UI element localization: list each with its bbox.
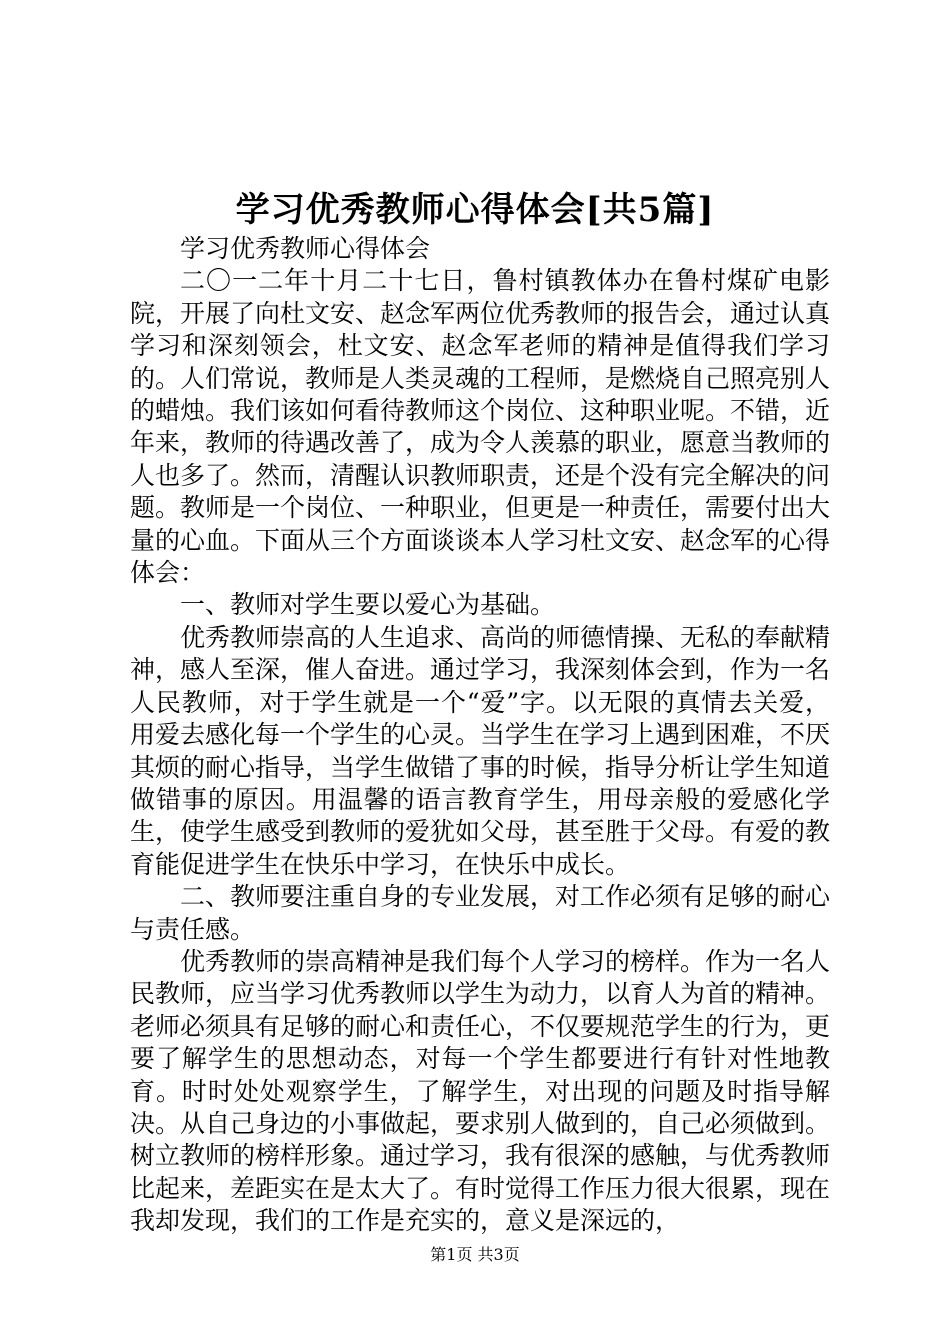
body-paragraph: 二〇一二年十月二十七日，鲁村镇教体办在鲁村煤矿电影院，开展了向杜文安、赵念军两位优秀教师的报告会，通过认真学习和深刻领会，杜文安、赵念军老师的精神是值得我们学习的。人们常说，教师是人类灵魂的工程师，是燃烧自己照亮别人的蜡烛。我们该如何看待教师这个岗位、这种职业呢。不错，近年来，教师的待遇改善了，成为令人羡慕的职业，愿意当教师的人也多了。然而，清醒认识教师职责，还是个没有完全解决的问题。教师是一个岗位、一种职业，但更是一种责任，需要付出大量的心血。下面从三个方面谈谈本人学习杜文安、赵念军的心得体会： xyxy=(130,266,831,588)
section-heading: 一、教师对学生要以爱心为基础。 xyxy=(180,590,556,620)
document-body xyxy=(130,233,830,1238)
subtitle-paragraph: 学习优秀教师心得体会 xyxy=(180,234,431,263)
document-title: 学习优秀教师心得体会[共5篇] xyxy=(235,190,715,230)
body-paragraph: 优秀教师崇高的人生追求、高尚的师德情操、无私的奉献精神，感人至深，催人奋进。通过学习，我深刻体会到，作为一名人民教师，对于学生就是一个“爱”字。以无限的真情去关爱，用爱去感化每一个学生的心灵。当学生在学习上遇到困难，不厌其烦的耐心指导，当学生做错了事的时候，指导分析让学生知道做错事的原因。用温馨的语言教育学生，用母亲般的爱感化学生，使学生感受到教师的爱犹如父母，甚至胜于父母。有爱的教育能促进学生在快乐中学习，在快乐中成长。 xyxy=(130,622,831,879)
body-paragraph: 优秀教师的崇高精神是我们每个人学习的榜样。作为一名人民教师，应当学习优秀教师以学生为动力，以育人为首的精神。老师必须具有足够的耐心和责任心，不仅要规范学生的行为，更要了解学生的思想动态，对每一个学生都要进行有针对性地教育。时时处处观察学生，了解学生，对出现的问题及时指导解决。从自己身边的小事做起，要求别人做到的，自己必须做到。树立教师的榜样形象。通过学习，我有很深的感触，与优秀教师比起来，差距实在是太大了。有时觉得工作压力很大很累，现在我却发现，我们的工作是充实的，意义是深远的， xyxy=(130,946,831,1236)
section-heading: 二、教师要注重自身的专业发展，对工作必须有足够的耐心与责任感。 xyxy=(130,882,831,944)
page-footer: 第1页 共3页 xyxy=(430,1245,520,1264)
